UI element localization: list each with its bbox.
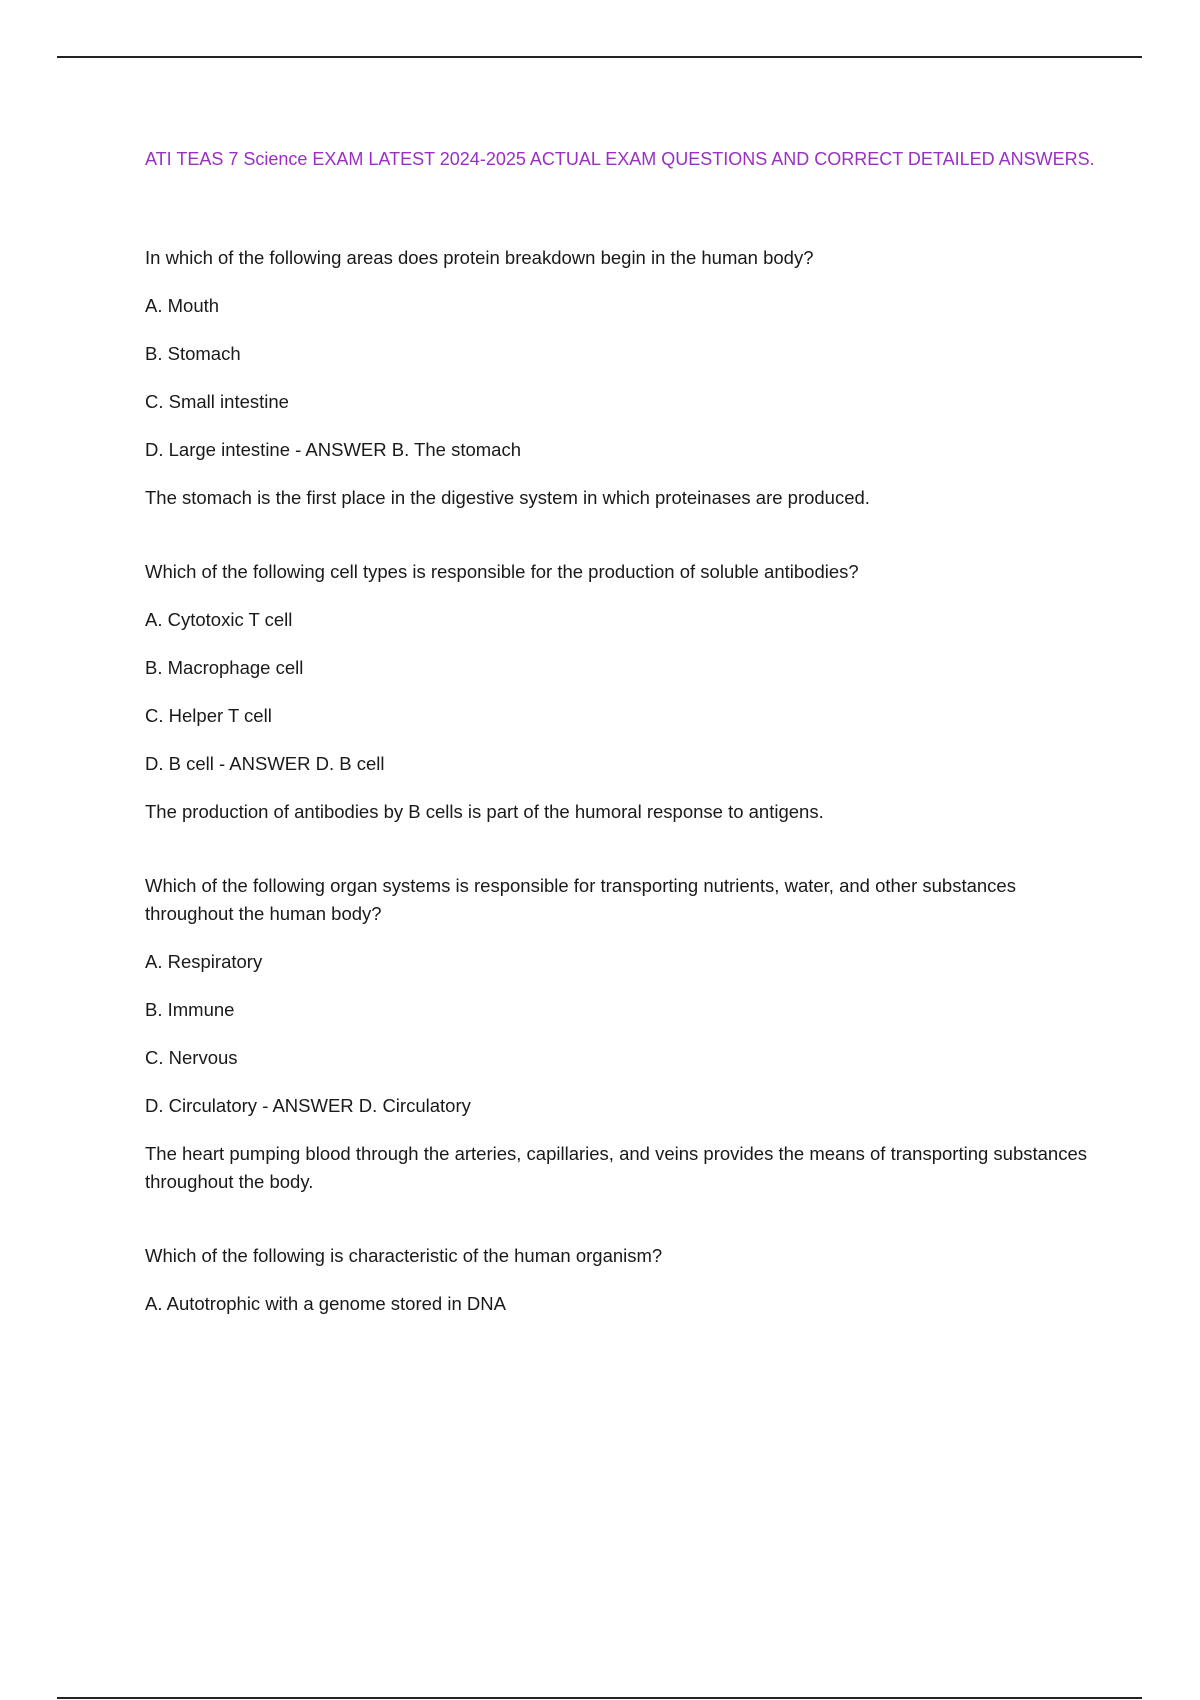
answer-explanation: The heart pumping blood through the arteries, capillaries, and veins provides the means of transporting substances throughout the body. (145, 1143, 1087, 1192)
answer-option: B. Macrophage cell (145, 657, 304, 678)
answer-option: A. Mouth (145, 295, 220, 316)
answer-option: C. Nervous (145, 1047, 238, 1068)
answer-option: D. Circulatory - ANSWER D. Circulatory (145, 1095, 471, 1116)
question-text: In which of the following areas does protein breakdown begin in the human body? (145, 247, 814, 268)
answer-option: B. Stomach (145, 343, 241, 364)
top-rule (57, 56, 1142, 58)
question-block (145, 1242, 1095, 1318)
answer-option: C. Helper T cell (145, 705, 272, 726)
answer-option: A. Autotrophic with a genome stored in DNA (145, 1293, 506, 1314)
question-text: Which of the following organ systems is responsible for transporting nutrients, water, and other substances throughout the human body? (145, 875, 1016, 924)
answer-explanation: The production of antibodies by B cells is part of the humoral response to antigens. (145, 801, 824, 822)
question-text: Which of the following is characteristic of the human organism? (145, 1245, 663, 1266)
answer-option: A. Cytotoxic T cell (145, 609, 293, 630)
question-block (145, 244, 1095, 512)
answer-option: A. Respiratory (145, 951, 263, 972)
answer-option: D. Large intestine - ANSWER B. The stomach (145, 439, 521, 460)
answer-option: B. Immune (145, 999, 235, 1020)
document-title: ATI TEAS 7 Science EXAM LATEST 2024-2025 ACTUAL EXAM QUESTIONS AND CORRECT DETAILED ANSWERS. (145, 149, 1095, 169)
question-text: Which of the following cell types is responsible for the production of soluble antibodies? (145, 561, 859, 582)
bottom-rule (57, 1697, 1142, 1699)
question-block (145, 872, 1095, 1196)
document-body (145, 146, 1095, 1364)
answer-option: C. Small intestine (145, 391, 289, 412)
answer-explanation: The stomach is the first place in the digestive system in which proteinases are produced. (145, 487, 870, 508)
question-block (145, 558, 1095, 826)
answer-option: D. B cell - ANSWER D. B cell (145, 753, 385, 774)
